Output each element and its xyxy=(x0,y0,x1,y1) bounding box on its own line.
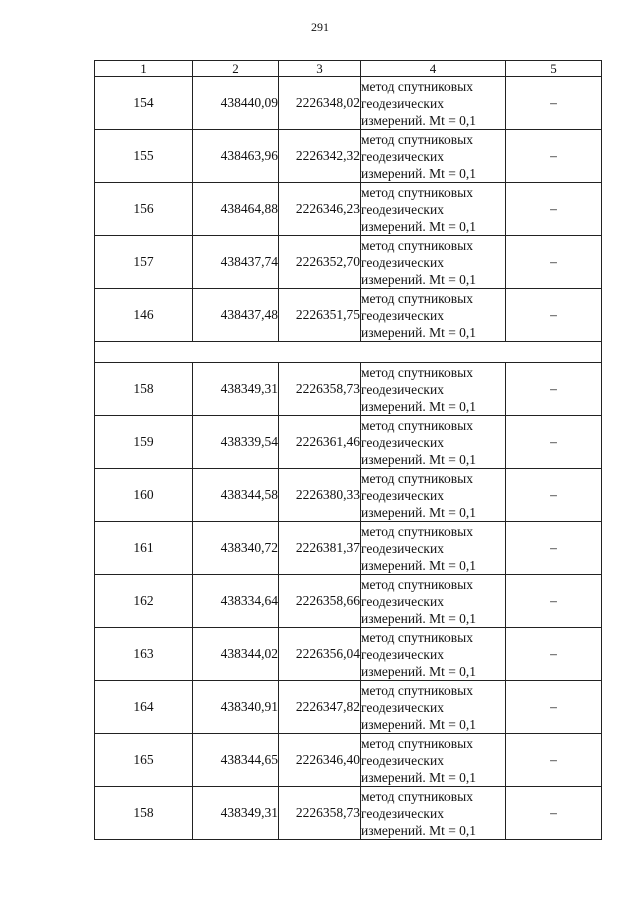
y-coordinate: 2226358,66 xyxy=(279,575,361,628)
point-number: 146 xyxy=(95,289,193,342)
point-number: 158 xyxy=(95,787,193,840)
header-col-3: 3 xyxy=(279,61,361,77)
point-number: 157 xyxy=(95,236,193,289)
point-number: 165 xyxy=(95,734,193,787)
method-cell xyxy=(361,363,506,416)
x-coordinate: 438344,58 xyxy=(193,469,279,522)
x-coordinate: 438437,48 xyxy=(193,289,279,342)
error-value: – xyxy=(506,363,602,416)
method-line-1: метод спутниковых xyxy=(361,78,473,94)
method-cell xyxy=(361,416,506,469)
method-cell xyxy=(361,469,506,522)
separator-cell xyxy=(95,342,602,363)
error-value: – xyxy=(506,416,602,469)
header-col-5: 5 xyxy=(506,61,602,77)
point-number: 154 xyxy=(95,77,193,130)
error-value: – xyxy=(506,130,602,183)
method-line-3: измерений. Mt = 0,1 xyxy=(361,218,477,234)
method-line-1: метод спутниковых xyxy=(361,364,473,380)
table-body xyxy=(95,77,602,840)
table-row xyxy=(95,289,602,342)
point-number: 162 xyxy=(95,575,193,628)
x-coordinate: 438339,54 xyxy=(193,416,279,469)
method-cell xyxy=(361,522,506,575)
method-line-3: измерений. Mt = 0,1 xyxy=(361,324,477,340)
point-number: 156 xyxy=(95,183,193,236)
method-line-3: измерений. Mt = 0,1 xyxy=(361,769,477,785)
method-line-1: метод спутниковых xyxy=(361,576,473,592)
header-col-2: 2 xyxy=(193,61,279,77)
error-value: – xyxy=(506,236,602,289)
error-value: – xyxy=(506,734,602,787)
error-value: – xyxy=(506,289,602,342)
table-row xyxy=(95,575,602,628)
method-line-3: измерений. Mt = 0,1 xyxy=(361,610,477,626)
method-cell xyxy=(361,628,506,681)
method-line-1: метод спутниковых xyxy=(361,682,473,698)
header-row xyxy=(95,61,602,77)
y-coordinate: 2226346,40 xyxy=(279,734,361,787)
method-line-2: геодезических xyxy=(361,381,444,397)
x-coordinate: 438440,09 xyxy=(193,77,279,130)
y-coordinate: 2226361,46 xyxy=(279,416,361,469)
method-line-2: геодезических xyxy=(361,646,444,662)
y-coordinate: 2226347,82 xyxy=(279,681,361,734)
x-coordinate: 438464,88 xyxy=(193,183,279,236)
point-number: 159 xyxy=(95,416,193,469)
x-coordinate: 438463,96 xyxy=(193,130,279,183)
y-coordinate: 2226352,70 xyxy=(279,236,361,289)
table-row xyxy=(95,130,602,183)
y-coordinate: 2226381,37 xyxy=(279,522,361,575)
error-value: – xyxy=(506,681,602,734)
y-coordinate: 2226356,04 xyxy=(279,628,361,681)
x-coordinate: 438344,02 xyxy=(193,628,279,681)
method-line-2: геодезических xyxy=(361,148,444,164)
table-row xyxy=(95,77,602,130)
x-coordinate: 438349,31 xyxy=(193,363,279,416)
table-row xyxy=(95,522,602,575)
method-line-1: метод спутниковых xyxy=(361,523,473,539)
method-line-1: метод спутниковых xyxy=(361,131,473,147)
error-value: – xyxy=(506,787,602,840)
point-number: 163 xyxy=(95,628,193,681)
error-value: – xyxy=(506,522,602,575)
table-row xyxy=(95,628,602,681)
table-row xyxy=(95,469,602,522)
method-line-2: геодезических xyxy=(361,487,444,503)
table-row xyxy=(95,681,602,734)
separator-row xyxy=(95,342,602,363)
header-col-1: 1 xyxy=(95,61,193,77)
method-line-2: геодезических xyxy=(361,699,444,715)
y-coordinate: 2226358,73 xyxy=(279,787,361,840)
method-line-2: геодезических xyxy=(361,540,444,556)
method-line-3: измерений. Mt = 0,1 xyxy=(361,112,477,128)
method-cell xyxy=(361,236,506,289)
error-value: – xyxy=(506,628,602,681)
method-line-3: измерений. Mt = 0,1 xyxy=(361,716,477,732)
method-line-2: геодезических xyxy=(361,752,444,768)
method-line-1: метод спутниковых xyxy=(361,629,473,645)
method-line-3: измерений. Mt = 0,1 xyxy=(361,451,477,467)
method-line-3: измерений. Mt = 0,1 xyxy=(361,822,477,838)
method-cell xyxy=(361,681,506,734)
method-line-1: метод спутниковых xyxy=(361,290,473,306)
method-line-2: геодезических xyxy=(361,254,444,270)
page-number: 291 xyxy=(311,20,329,34)
method-cell xyxy=(361,289,506,342)
method-line-1: метод спутниковых xyxy=(361,788,473,804)
method-line-2: геодезических xyxy=(361,593,444,609)
y-coordinate: 2226351,75 xyxy=(279,289,361,342)
method-cell xyxy=(361,575,506,628)
method-line-3: измерений. Mt = 0,1 xyxy=(361,557,477,573)
point-number: 161 xyxy=(95,522,193,575)
table-row xyxy=(95,363,602,416)
x-coordinate: 438437,74 xyxy=(193,236,279,289)
method-line-3: измерений. Mt = 0,1 xyxy=(361,271,477,287)
header-col-4: 4 xyxy=(361,61,506,77)
method-cell xyxy=(361,787,506,840)
x-coordinate: 438340,72 xyxy=(193,522,279,575)
y-coordinate: 2226358,73 xyxy=(279,363,361,416)
method-line-3: измерений. Mt = 0,1 xyxy=(361,398,477,414)
method-line-1: метод спутниковых xyxy=(361,237,473,253)
x-coordinate: 438349,31 xyxy=(193,787,279,840)
x-coordinate: 438344,65 xyxy=(193,734,279,787)
method-line-2: геодезических xyxy=(361,95,444,111)
method-line-2: геодезических xyxy=(361,307,444,323)
y-coordinate: 2226346,23 xyxy=(279,183,361,236)
point-number: 160 xyxy=(95,469,193,522)
method-cell xyxy=(361,130,506,183)
point-number: 158 xyxy=(95,363,193,416)
method-line-3: измерений. Mt = 0,1 xyxy=(361,165,477,181)
table-row xyxy=(95,787,602,840)
point-number: 164 xyxy=(95,681,193,734)
method-line-3: измерений. Mt = 0,1 xyxy=(361,504,477,520)
coordinates-table xyxy=(94,60,602,840)
y-coordinate: 2226380,33 xyxy=(279,469,361,522)
method-line-2: геодезических xyxy=(361,201,444,217)
error-value: – xyxy=(506,469,602,522)
x-coordinate: 438340,91 xyxy=(193,681,279,734)
table-row xyxy=(95,734,602,787)
method-line-1: метод спутниковых xyxy=(361,417,473,433)
x-coordinate: 438334,64 xyxy=(193,575,279,628)
y-coordinate: 2226342,32 xyxy=(279,130,361,183)
method-line-2: геодезических xyxy=(361,434,444,450)
method-line-3: измерений. Mt = 0,1 xyxy=(361,663,477,679)
table-row xyxy=(95,183,602,236)
method-line-2: геодезических xyxy=(361,805,444,821)
method-cell xyxy=(361,183,506,236)
method-cell xyxy=(361,77,506,130)
point-number: 155 xyxy=(95,130,193,183)
table-row xyxy=(95,236,602,289)
y-coordinate: 2226348,02 xyxy=(279,77,361,130)
method-line-1: метод спутниковых xyxy=(361,735,473,751)
error-value: – xyxy=(506,77,602,130)
error-value: – xyxy=(506,183,602,236)
method-line-1: метод спутниковых xyxy=(361,470,473,486)
table-row xyxy=(95,416,602,469)
method-line-1: метод спутниковых xyxy=(361,184,473,200)
method-cell xyxy=(361,734,506,787)
error-value: – xyxy=(506,575,602,628)
